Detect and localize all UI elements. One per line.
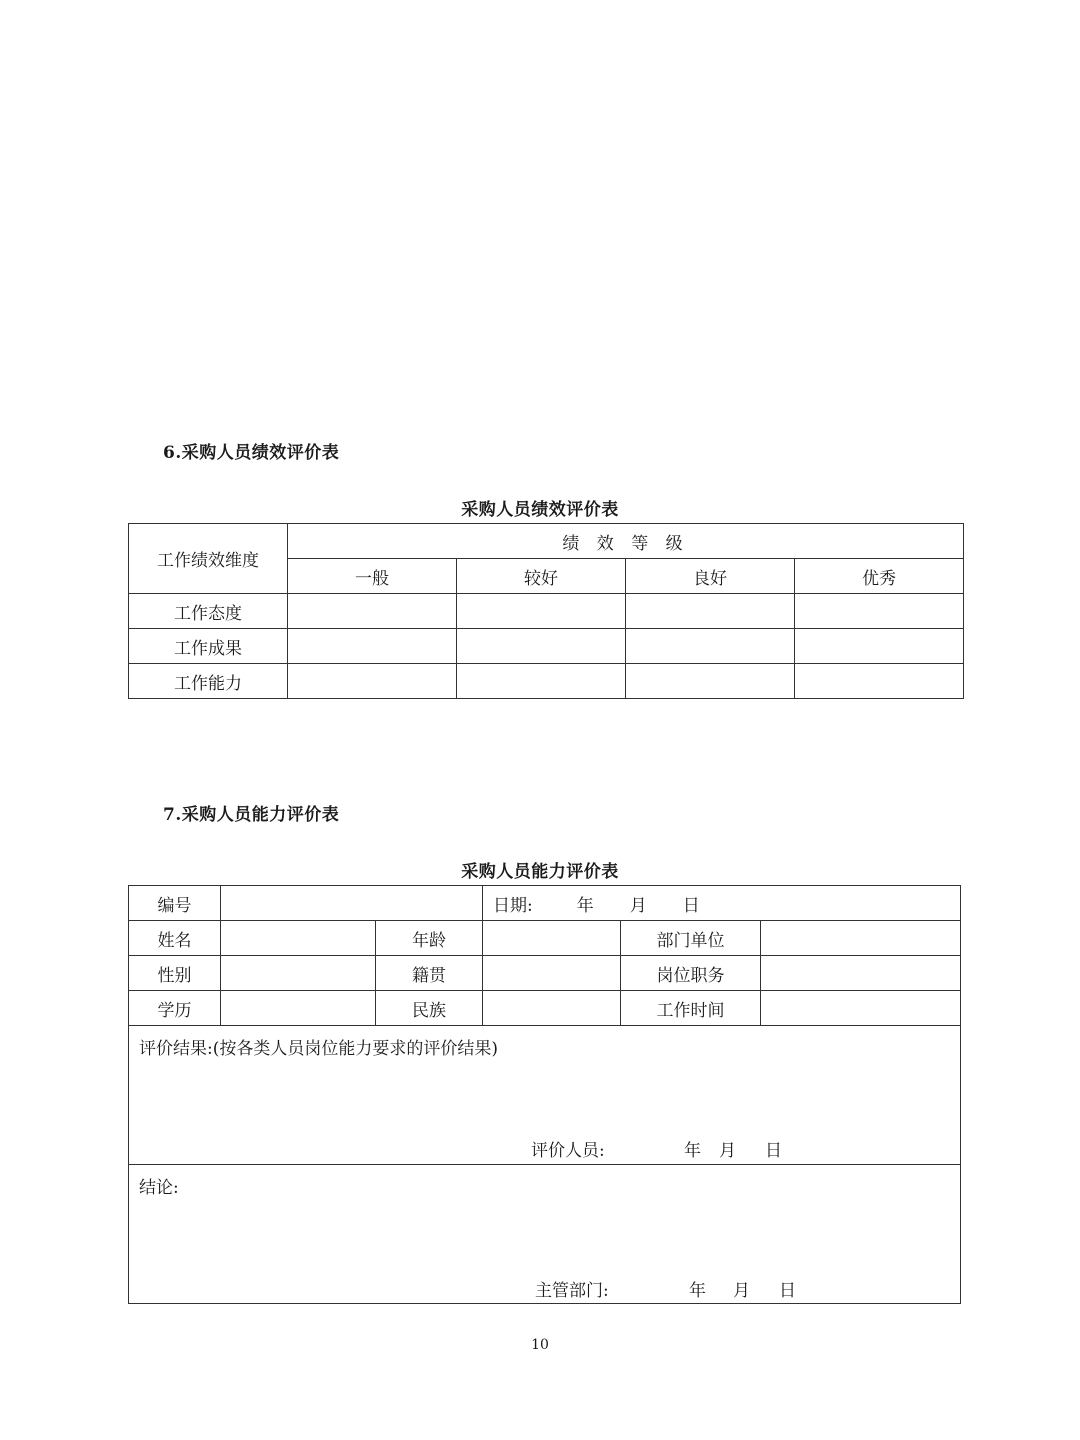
- grade-general: 一般: [288, 559, 457, 594]
- supervisor-month-label: 月: [733, 1281, 750, 1301]
- department-field[interactable]: [761, 921, 961, 956]
- supervisor-day-label: 日: [779, 1281, 796, 1301]
- table-row: [129, 664, 964, 699]
- evaluator-month-label: 月: [719, 1141, 736, 1161]
- table-cell[interactable]: [288, 594, 457, 629]
- evaluation-result-cell[interactable]: [129, 1026, 961, 1165]
- date-cell[interactable]: [483, 886, 961, 921]
- table-cell[interactable]: [626, 594, 795, 629]
- origin-field[interactable]: [483, 956, 621, 991]
- table-cell[interactable]: [288, 664, 457, 699]
- performance-table-title: 采购人员绩效评价表: [461, 500, 619, 520]
- ability-evaluation-table: [128, 885, 961, 1304]
- supervisor-year-label: 年: [689, 1281, 706, 1301]
- evaluator-day-label: 日: [765, 1141, 782, 1161]
- name-field[interactable]: [221, 921, 376, 956]
- grade-excellent: 优秀: [795, 559, 964, 594]
- number-value-field[interactable]: [221, 886, 483, 921]
- supervisor-label: 主管部门:: [535, 1281, 609, 1301]
- table-cell[interactable]: [795, 629, 964, 664]
- grade-header: 绩 效 等 级: [288, 524, 964, 559]
- table-row: [129, 594, 964, 629]
- grade-fair: 较好: [457, 559, 626, 594]
- evaluation-result-label: 评价结果:(按各类人员岗位能力要求的评价结果): [139, 1039, 498, 1059]
- table-cell[interactable]: [626, 629, 795, 664]
- education-label: 学历: [129, 991, 221, 1026]
- section6-heading: 6.采购人员绩效评价表: [163, 443, 340, 463]
- table-cell[interactable]: [795, 594, 964, 629]
- worktime-field[interactable]: [761, 991, 961, 1026]
- grade-good: 良好: [626, 559, 795, 594]
- table-cell[interactable]: [626, 664, 795, 699]
- section7-heading: 7.采购人员能力评价表: [163, 805, 340, 825]
- performance-evaluation-table: [128, 523, 964, 699]
- age-label: 年龄: [376, 921, 483, 956]
- table-row: [129, 629, 964, 664]
- date-label: 日期:: [493, 895, 533, 916]
- position-label: 岗位职务: [621, 956, 761, 991]
- table-cell[interactable]: [457, 629, 626, 664]
- year-label: 年: [576, 895, 594, 916]
- department-label: 部门单位: [621, 921, 761, 956]
- number-label: 编号: [129, 886, 221, 921]
- table-cell[interactable]: [795, 664, 964, 699]
- conclusion-label: 结论:: [139, 1178, 179, 1198]
- row-label-ability: 工作能力: [129, 664, 288, 699]
- row-label-results: 工作成果: [129, 629, 288, 664]
- day-label: 日: [682, 895, 700, 916]
- education-field[interactable]: [221, 991, 376, 1026]
- age-field[interactable]: [483, 921, 621, 956]
- gender-label: 性别: [129, 956, 221, 991]
- gender-field[interactable]: [221, 956, 376, 991]
- dimension-header: 工作绩效维度: [129, 524, 288, 594]
- ethnicity-field[interactable]: [483, 991, 621, 1026]
- row-label-attitude: 工作态度: [129, 594, 288, 629]
- evaluator-label: 评价人员:: [531, 1141, 605, 1161]
- worktime-label: 工作时间: [621, 991, 761, 1026]
- ethnicity-label: 民族: [376, 991, 483, 1026]
- table-cell[interactable]: [457, 594, 626, 629]
- origin-label: 籍贯: [376, 956, 483, 991]
- ability-table-title: 采购人员能力评价表: [461, 862, 619, 882]
- conclusion-cell[interactable]: [129, 1165, 961, 1304]
- position-field[interactable]: [761, 956, 961, 991]
- month-label: 月: [629, 895, 647, 916]
- evaluator-year-label: 年: [684, 1141, 701, 1161]
- table-cell[interactable]: [288, 629, 457, 664]
- name-label: 姓名: [129, 921, 221, 956]
- table-cell[interactable]: [457, 664, 626, 699]
- page-number: 10: [531, 1337, 549, 1353]
